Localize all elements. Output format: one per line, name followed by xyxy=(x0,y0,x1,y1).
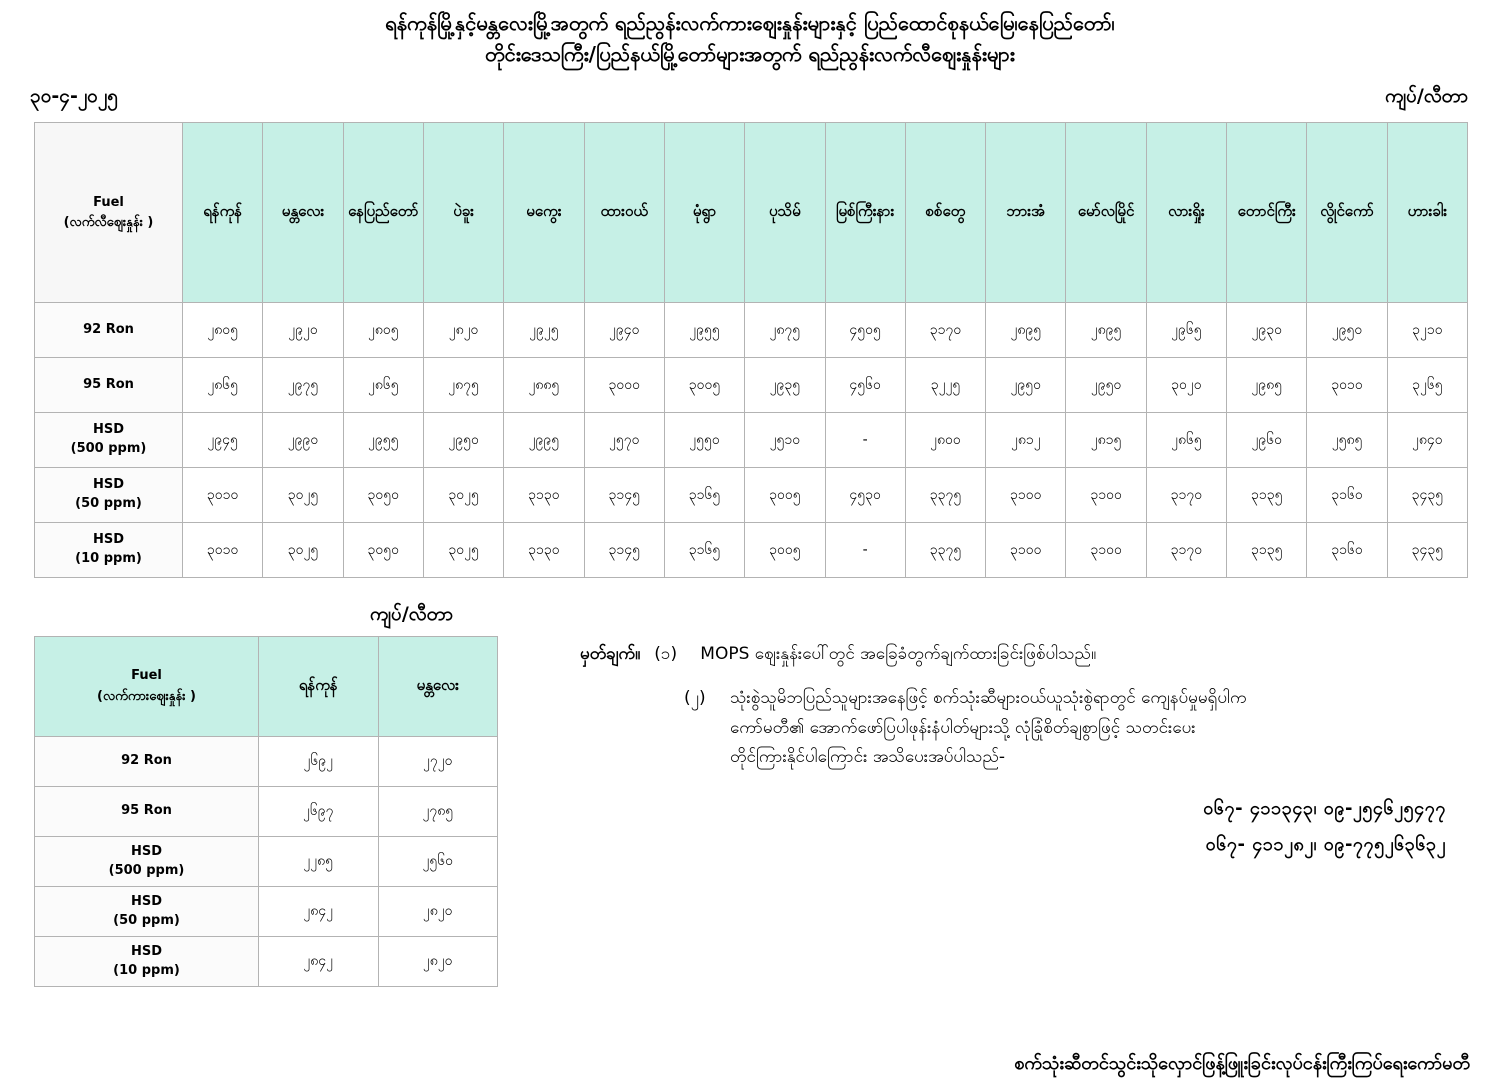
note-body xyxy=(730,684,1470,773)
fuel-header-line-2: (လက်ကားဈေးနှုန်း ) xyxy=(97,688,196,704)
price-cell: ၂၉၅၀ xyxy=(1307,303,1387,358)
price-cell: ၂၉၂၀ xyxy=(263,303,343,358)
price-cell: ၂၉၇၅ xyxy=(263,358,343,413)
retail-price-table-wrapper xyxy=(34,122,1470,578)
price-cell: ၂၅၇၀ xyxy=(584,413,664,468)
fuel-header-line-2: (လက်လီဈေးနှုန်း ) xyxy=(63,214,154,230)
price-cell: ၂၅၅၀ xyxy=(664,413,744,468)
price-cell: ၂၂၈၅ xyxy=(259,837,379,887)
price-cell: ၂၈၁၅ xyxy=(1066,413,1146,468)
price-cell: ၂၉၄၅ xyxy=(183,413,263,468)
row-label-line-1: 95 Ron xyxy=(121,803,172,819)
note-number: (၂) xyxy=(684,687,706,708)
price-cell: ၃၁၄၅ xyxy=(584,468,664,523)
row-label-line-1: HSD xyxy=(130,844,163,860)
price-cell: ၃၀၂၅ xyxy=(423,468,503,523)
price-cell: ၂၈၄၂ xyxy=(259,937,379,987)
table-row xyxy=(35,468,1468,523)
price-cell: ၂၈၉၅ xyxy=(986,303,1066,358)
column-header-city: ထားဝယ် xyxy=(584,123,664,303)
price-cell: ၂၈၄၀ xyxy=(1387,413,1467,468)
price-cell: ၂၉၄၀ xyxy=(584,303,664,358)
price-cell: ၃၂၁၀ xyxy=(1387,303,1467,358)
contact-phone-block xyxy=(580,791,1470,863)
price-cell: ၃၄၃၅ xyxy=(1387,523,1467,578)
row-label-line-1: HSD xyxy=(130,944,163,960)
row-label-fuel-type xyxy=(35,837,259,887)
document-title xyxy=(0,0,1500,70)
note-number: (၁) xyxy=(654,644,678,664)
row-label-fuel-type xyxy=(35,523,183,578)
column-header-city: တောင်ကြီး xyxy=(1227,123,1307,303)
price-cell: ၂၉၈၅ xyxy=(1227,358,1307,413)
row-label-fuel-type xyxy=(35,887,259,937)
notes-heading: မှတ်ချက်။ xyxy=(580,644,641,664)
column-header-city: ရန်ကုန် xyxy=(183,123,263,303)
table-row xyxy=(35,358,1468,413)
price-cell: - xyxy=(825,523,905,578)
price-cell: ၃၁၆၅ xyxy=(664,523,744,578)
column-header-fuel xyxy=(35,123,183,303)
fuel-header-line-1: Fuel xyxy=(93,195,124,210)
wholesale-header-row xyxy=(35,637,498,737)
price-cell: ၂၈၆၅ xyxy=(183,358,263,413)
price-cell: ၂၈၀၅ xyxy=(343,303,423,358)
column-header-city: မြစ်ကြီးနား xyxy=(825,123,905,303)
column-header-city: မကွေး xyxy=(504,123,584,303)
table-row xyxy=(35,887,498,937)
note-item-2 xyxy=(580,684,1470,773)
row-label-line-2: (10 ppm) xyxy=(113,962,180,978)
phone-line: ၀၆၇- ၄၁၁၂၈၂၊ ၀၉-၇၇၅၂၆၃၆၃၂ xyxy=(1205,834,1446,855)
note-line: MOPS ဈေးနှုန်းပေါ်တွင် အခြေခံတွက်ချက်ထားခြင်းဖြစ်ပါသည်။ xyxy=(700,644,1097,664)
price-cell: ၃၁၇၀ xyxy=(1146,523,1226,578)
row-label-fuel-type xyxy=(35,737,259,787)
row-label-line-2: (50 ppm) xyxy=(75,496,142,511)
price-cell: ၃၃၇၅ xyxy=(905,468,985,523)
price-cell: ၃၁၇၀ xyxy=(1146,468,1226,523)
price-cell: ၂၈၄၂ xyxy=(259,887,379,937)
note-line: ကော်မတီ၏ အောက်ဖော်ပြပါဖုန်းနံပါတ်များသို့ လုံခြုံစိတ်ချစွာဖြင့် သတင်းပေး xyxy=(730,717,1196,738)
price-cell: ၂၅၁၀ xyxy=(745,413,825,468)
price-cell: ၂၇၈၅ xyxy=(378,787,498,837)
price-cell: ၄၅၃၀ xyxy=(825,468,905,523)
price-cell: ၃၀၂၅ xyxy=(263,523,343,578)
row-label-fuel-type xyxy=(35,303,183,358)
price-cell: ၂၈၀၀ xyxy=(905,413,985,468)
price-cell: ၂၅၆၀ xyxy=(378,837,498,887)
retail-header-row xyxy=(35,123,1468,303)
column-header-city: မန္တလေး xyxy=(263,123,343,303)
wholesale-table-head xyxy=(35,637,498,737)
row-label-line-1: 92 Ron xyxy=(121,753,172,769)
price-cell: ၃၁၆၅ xyxy=(664,468,744,523)
price-cell: ၂၉၉၅ xyxy=(504,413,584,468)
row-label-line-2: (500 ppm) xyxy=(70,441,147,456)
price-cell: ၃၀၀၅ xyxy=(664,358,744,413)
price-cell: ၃၁၀၀ xyxy=(1066,523,1146,578)
price-cell: ၃၁၀၀ xyxy=(986,468,1066,523)
phone-line: ၀၆၇- ၄၁၁၃၄၃၊ ၀၉-၂၅၄၆၂၅၄၇၇ xyxy=(1203,798,1446,819)
price-cell: ၂၉၅၅ xyxy=(664,303,744,358)
price-cell: ၂၉၅၀ xyxy=(1066,358,1146,413)
price-cell: ၃၁၆၀ xyxy=(1307,523,1387,578)
retail-table-head xyxy=(35,123,1468,303)
column-header-city: မုံရွာ xyxy=(664,123,744,303)
price-cell: ၂၇၂၀ xyxy=(378,737,498,787)
price-cell: ၂၉၅၀ xyxy=(986,358,1066,413)
issuing-committee-name: စက်သုံးဆီတင်သွင်းသိုလှောင်ဖြန့်ဖြူးခြင်းလုပ်ငန်းကြီးကြပ်ရေးကော်မတီ xyxy=(1014,1053,1470,1074)
column-header-fuel-wholesale xyxy=(35,637,259,737)
row-label-line-1: 92 Ron xyxy=(83,321,134,337)
price-cell: ၂၈၆၅ xyxy=(343,358,423,413)
price-cell: ၂၈၂၀ xyxy=(423,303,503,358)
price-cell: ၂၈၇၅ xyxy=(745,303,825,358)
price-cell: ၂၉၃၀ xyxy=(1227,303,1307,358)
row-label-line-2: (500 ppm) xyxy=(108,862,185,878)
price-cell: ၄၅၀၅ xyxy=(825,303,905,358)
table-row xyxy=(35,937,498,987)
price-cell: ၂၈၀၅ xyxy=(183,303,263,358)
price-cell: ၃၂၆၅ xyxy=(1387,358,1467,413)
note-body xyxy=(700,640,1470,670)
price-cell: ၂၉၂၅ xyxy=(504,303,584,358)
price-cell: ၂၅၈၅ xyxy=(1307,413,1387,468)
row-label-fuel-type xyxy=(35,468,183,523)
column-header-city: စစ်တွေ xyxy=(905,123,985,303)
price-cell: ၃၁၃၀ xyxy=(504,468,584,523)
wholesale-table-body xyxy=(35,737,498,987)
column-header-city: ပုသိမ် xyxy=(745,123,825,303)
note-item-1 xyxy=(580,640,1470,670)
fuel-header-line-1: Fuel xyxy=(131,668,162,684)
column-header-city: မန္တလေး xyxy=(378,637,498,737)
retail-price-table xyxy=(34,122,1468,578)
price-cell: ၃၁၃၅ xyxy=(1227,523,1307,578)
price-cell: ၂၆၉၇ xyxy=(259,787,379,837)
effective-date: ၃၀-၄-၂၀၂၅ xyxy=(30,85,118,107)
title-line-1: ရန်ကုန်မြို့နှင့်မန္တလေးမြို့အတွက် ရည်ညွန်းလက်ကားဈေးနှုန်းများနှင့် ပြည်ထောင်စုနယ်မြေ၊နေပြည်တော်၊ xyxy=(385,11,1115,35)
price-cell: ၃၁၃၅ xyxy=(1227,468,1307,523)
row-label-fuel-type xyxy=(35,937,259,987)
title-line-2: တိုင်းဒေသကြီး/ပြည်နယ်မြို့တော်များအတွက် ရည်ညွန်းလက်လီဈေးနှုန်းများ xyxy=(485,42,1015,66)
column-header-city: မော်လမြိုင် xyxy=(1066,123,1146,303)
price-cell: ၃၃၇၅ xyxy=(905,523,985,578)
price-cell: ၂၈၂၀ xyxy=(378,887,498,937)
price-cell: ၂၈၇၅ xyxy=(423,358,503,413)
price-cell: ၂၈၂၀ xyxy=(378,937,498,987)
table-row xyxy=(35,523,1468,578)
price-cell: ၃၁၄၅ xyxy=(584,523,664,578)
price-cell: ၂၈၁၂ xyxy=(986,413,1066,468)
row-label-line-1: HSD xyxy=(92,422,125,438)
row-label-line-2: (50 ppm) xyxy=(113,912,180,928)
table-row xyxy=(35,787,498,837)
column-header-city: ရန်ကုန် xyxy=(259,637,379,737)
price-cell: ၃၀၂၀ xyxy=(1146,358,1226,413)
price-cell: ၂၆၉၂ xyxy=(259,737,379,787)
column-header-city: ဘားအံ xyxy=(986,123,1066,303)
price-cell: ၂၈၉၅ xyxy=(1066,303,1146,358)
column-header-city: နေပြည်တော် xyxy=(343,123,423,303)
price-cell: ၃၄၃၅ xyxy=(1387,468,1467,523)
price-cell: ၄၅၆၀ xyxy=(825,358,905,413)
meta-row xyxy=(0,84,1500,114)
price-cell: ၃၀၁၀ xyxy=(183,468,263,523)
table-row xyxy=(35,737,498,787)
price-cell: ၂၉၅၀ xyxy=(423,413,503,468)
price-cell: ၃၁၀၀ xyxy=(1066,468,1146,523)
row-label-line-2: (10 ppm) xyxy=(75,551,142,566)
price-cell: ၃၀၁၀ xyxy=(1307,358,1387,413)
price-cell: ၃၀၂၅ xyxy=(423,523,503,578)
price-cell: ၃၁၇၀ xyxy=(905,303,985,358)
price-cell: ၂၉၆၀ xyxy=(1227,413,1307,468)
price-cell: ၃၀၀၅ xyxy=(745,523,825,578)
lower-section xyxy=(0,604,1500,1004)
price-cell: ၃၀၅၀ xyxy=(343,523,423,578)
price-cell: ၂၈၈၅ xyxy=(504,358,584,413)
table-row xyxy=(35,837,498,887)
price-cell: ၃၁၀၀ xyxy=(986,523,1066,578)
wholesale-price-table-wrapper xyxy=(34,636,498,987)
price-cell: ၃၀၀၅ xyxy=(745,468,825,523)
price-cell: ၃၀၀၀ xyxy=(584,358,664,413)
row-label-line-1: HSD xyxy=(130,894,163,910)
price-cell: - xyxy=(825,413,905,468)
price-cell: ၂၉၅၅ xyxy=(343,413,423,468)
price-cell: ၂၈၆၅ xyxy=(1146,413,1226,468)
row-label-line-1: 95 Ron xyxy=(83,376,134,392)
table-row xyxy=(35,413,1468,468)
column-header-city: ပဲခူး xyxy=(423,123,503,303)
price-cell: ၂၉၉၀ xyxy=(263,413,343,468)
column-header-city: လားရှိုး xyxy=(1146,123,1226,303)
table-row xyxy=(35,303,1468,358)
row-label-fuel-type xyxy=(35,358,183,413)
wholesale-unit-label: ကျပ်/လီတာ xyxy=(370,603,453,625)
note-line: တိုင်ကြားနိုင်ပါကြောင်း အသိပေးအပ်ပါသည်- xyxy=(730,747,1006,768)
price-cell: ၃၁၃၀ xyxy=(504,523,584,578)
price-cell: ၃၀၂၅ xyxy=(263,468,343,523)
price-cell: ၃၁၆၀ xyxy=(1307,468,1387,523)
row-label-line-1: HSD xyxy=(92,532,125,548)
price-cell: ၃၂၂၅ xyxy=(905,358,985,413)
price-cell: ၂၉၆၅ xyxy=(1146,303,1226,358)
column-header-city: ဟားခါး xyxy=(1387,123,1467,303)
row-label-line-1: HSD xyxy=(92,477,125,493)
wholesale-price-table xyxy=(34,636,498,987)
unit-label: ကျပ်/လီတာ xyxy=(1385,85,1468,107)
retail-table-body xyxy=(35,303,1468,578)
price-cell: ၃၀၁၀ xyxy=(183,523,263,578)
row-label-fuel-type xyxy=(35,787,259,837)
price-cell: ၃၀၅၀ xyxy=(343,468,423,523)
column-header-city: လွိုင်ကော် xyxy=(1307,123,1387,303)
notes-section xyxy=(580,640,1470,863)
row-label-fuel-type xyxy=(35,413,183,468)
price-cell: ၂၉၃၅ xyxy=(745,358,825,413)
note-line: သုံးစွဲသူမိဘပြည်သူများအနေဖြင့် စက်သုံးဆီများဝယ်ယူသုံးစွဲရာတွင် ကျေနပ်မှုမရှိပါက xyxy=(730,687,1247,708)
